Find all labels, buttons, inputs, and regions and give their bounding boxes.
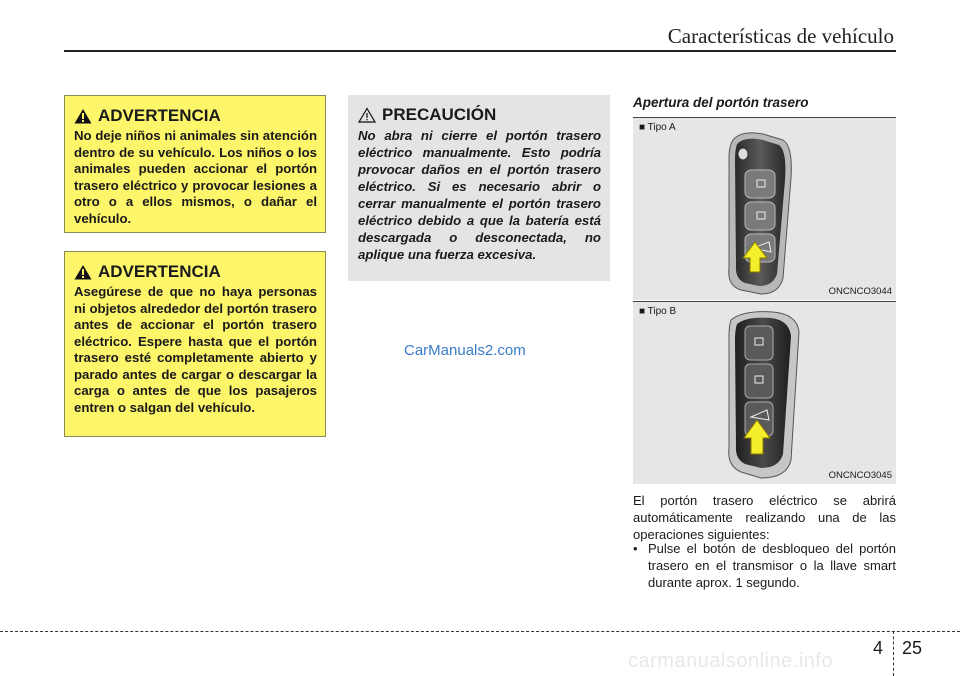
warning-box-clearance — [64, 251, 326, 437]
caution-title: PRECAUCIÓN — [382, 105, 497, 124]
bullet-item — [633, 540, 896, 591]
figure-label: ■ Tipo B — [639, 306, 677, 317]
figure-label: ■ Tipo A — [639, 122, 676, 133]
footer-watermark: carmanualsonline.info — [628, 650, 834, 672]
figure-code: ONCNCO3044 — [828, 286, 892, 297]
figure-type-b — [633, 301, 896, 484]
warning-triangle-icon — [74, 264, 92, 280]
caution-box — [348, 95, 610, 281]
warning-box-children — [64, 95, 326, 233]
page-header-title: Características de vehículo — [667, 24, 894, 48]
section-title: Apertura del portón trasero — [633, 95, 809, 110]
warning-text: Asegúrese de que no haya personas ni objetos alrededor del portón trasero antes de accionar el portón trasero eléctrico. Espere hasta que el portón trasero esté completamente abierto y parado antes de cargar o descargar la carga o antes de que los pasajeros entren o salgan del vehículo. — [74, 284, 317, 415]
warning-text: No deje niños ni animales sin atención dentro de su vehículo. Los niños o los animales pueden accionar el portón trasero eléctrico y provocar lesiones a otro o a ellos mismos, o dañar el vehículo. — [74, 128, 317, 226]
figure-code: ONCNCO3045 — [828, 470, 892, 481]
caution-text: No abra ni cierre el portón trasero eléctrico manualmente. Esto podría provocar daños en el portón trasero eléctrico. Si es necesario abrir o cerrar manualmente el portón trasero eléctrico debido a que la batería está descargada o desconectada, no aplique una fuerza excesiva. — [358, 128, 601, 262]
bullet-text: Pulse el botón de desbloqueo del portón trasero en el transmisor o la llave smart durante aprox. 1 segundo. — [648, 541, 896, 590]
footer-divider — [893, 631, 894, 676]
header-rule — [64, 50, 896, 52]
page-chapter: 4 — [873, 638, 884, 658]
smart-key-icon — [633, 302, 896, 484]
body-paragraph: El portón trasero eléctrico se abrirá automáticamente realizando una de las operaciones siguientes: — [633, 493, 896, 542]
warning-title: ADVERTENCIA — [98, 106, 221, 125]
bullet-mark: • — [633, 541, 638, 556]
warning-triangle-icon — [74, 108, 92, 124]
folding-key-icon — [633, 118, 896, 300]
page-number: 25 — [902, 638, 923, 658]
caution-triangle-icon — [358, 107, 376, 123]
figure-type-a — [633, 117, 896, 300]
footer-rule — [0, 631, 960, 632]
warning-title: ADVERTENCIA — [98, 262, 221, 281]
site-watermark: CarManuals2.com — [404, 342, 526, 359]
